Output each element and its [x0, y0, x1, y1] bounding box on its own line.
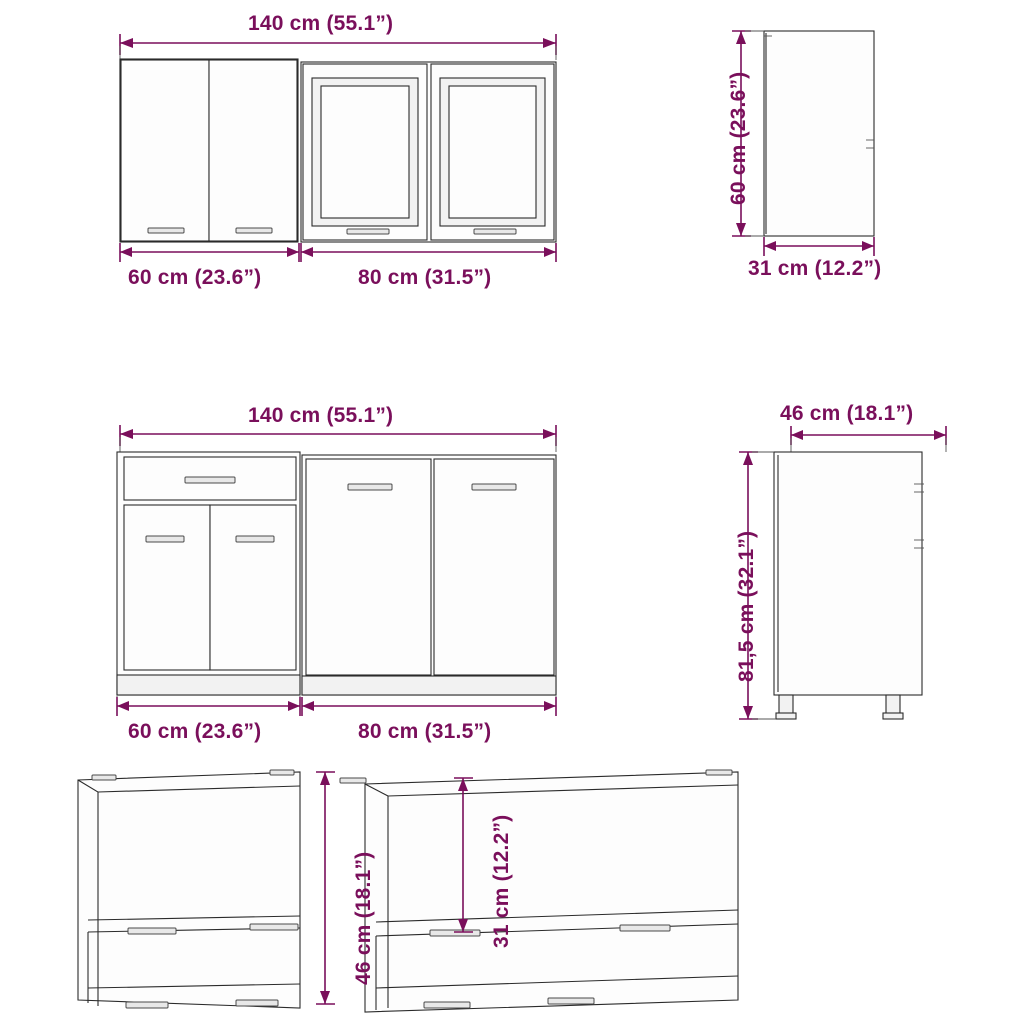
base-unit-side-view — [739, 426, 946, 719]
wall-total-width-label: 140 cm (55.1”) — [248, 12, 394, 35]
wall-depth-dimension — [764, 237, 874, 256]
wall-right-width-label: 80 cm (31.5”) — [358, 266, 492, 289]
wall-left-width-label: 60 cm (23.6”) — [128, 266, 262, 289]
perspective-views — [78, 770, 738, 1012]
base-depth-dimension — [791, 426, 946, 445]
wall-unit-side-view — [732, 31, 874, 256]
wall-total-width-dimension — [120, 34, 556, 55]
perspective-wall-unit — [340, 770, 738, 1012]
perspective-wall-depth-label: 31 cm (12.2”) — [490, 814, 513, 948]
wall-depth-label: 31 cm (12.2”) — [748, 257, 882, 280]
base-left-width-label: 60 cm (23.6”) — [128, 720, 262, 743]
base-right-width-dimension — [302, 697, 556, 716]
base-depth-label: 46 cm (18.1”) — [780, 402, 914, 425]
wall-height-label: 60 cm (23.6”) — [727, 71, 750, 205]
wall-left-width-dimension — [120, 243, 299, 262]
base-units-front-view — [117, 425, 556, 716]
perspective-base-depth-label: 46 cm (18.1”) — [352, 851, 375, 985]
wall-units-front-view — [120, 34, 556, 262]
base-total-width-label: 140 cm (55.1”) — [248, 404, 394, 427]
perspective-base-depth-dimension — [316, 772, 335, 1004]
base-right-width-label: 80 cm (31.5”) — [358, 720, 492, 743]
base-height-label: 81,5 cm (32.1”) — [735, 530, 758, 682]
wall-right-width-dimension — [301, 243, 556, 262]
perspective-base-unit — [78, 770, 300, 1008]
base-left-width-dimension — [117, 697, 300, 716]
base-total-width-dimension — [120, 425, 556, 446]
